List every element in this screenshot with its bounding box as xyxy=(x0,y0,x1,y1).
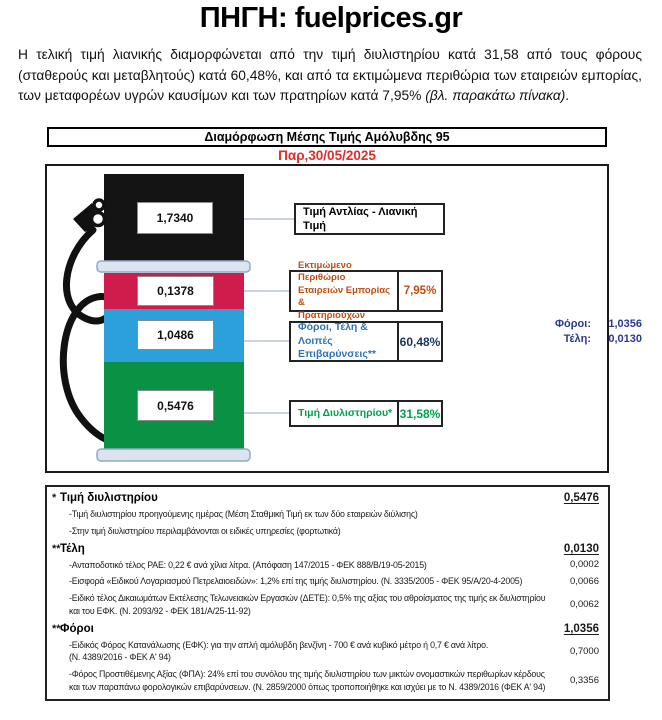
row-label: Τέλη xyxy=(60,542,85,555)
row-label: Τιμή διυλιστηρίου xyxy=(60,492,158,504)
label-retail-text: Τιμή Αντλίας - Λιανική Τιμή xyxy=(303,205,418,232)
pump-separator-bar xyxy=(97,261,250,272)
value-retail: 1,7340 xyxy=(137,202,213,234)
table-row xyxy=(47,540,608,557)
row-value: 0,7000 xyxy=(569,645,599,657)
label-taxes-pct: 60,48% xyxy=(397,323,441,360)
row-value: 0,3356 xyxy=(569,675,599,687)
table-row xyxy=(47,666,608,696)
pump-base-bar xyxy=(97,449,250,461)
row-label: -Φόρος Προστιθέμενης Αξίας (ΦΠΑ): 24% επί του συνόλου της τιμής διυλιστηρίου των μικτών ονομαστικών περιθωρίων κέρδους και των παραπάνω φορολογικών επιβαρύνσεων. (Ν. 2859/2000 όπως τροποποιήθηκε και ισχύει με το Ν. 4389/2016 (ΦΕΚ Α' 94) xyxy=(69,669,546,692)
row-label: -Στην τιμή διυλιστηρίου περιλαμβάνονται οι ειδικές υπηρεσίες (φορτωτικά) xyxy=(69,525,341,536)
row-value: 0,0066 xyxy=(569,576,599,588)
label-margin xyxy=(289,260,443,321)
table-row xyxy=(47,637,608,667)
value-refinery: 0,5476 xyxy=(137,390,214,421)
label-taxes-text: Φόροι, Τέλη & Λοιπές Επιβαρύνσεις** xyxy=(298,321,376,361)
table-row xyxy=(47,557,608,574)
pump-diagram xyxy=(45,164,642,473)
foroi-value: 1,0356 xyxy=(608,318,642,330)
label-margin-text: Εκτιμώμενο Περιθώριο Εταιρειών Εμπορίας & Πρατηριούχων xyxy=(298,260,391,321)
row-value: 0,5476 xyxy=(563,492,599,504)
teli-row xyxy=(502,333,642,345)
page-title: ΠΗΓΗ: fuelprices.gr xyxy=(199,2,463,34)
foroi-label: Φόροι: xyxy=(555,318,591,330)
row-label: -Ειδικό τέλος Δικαιωμάτων Εκτέλεσης Τελωνειακών Εργασιών (ΔΕΤΕ): 0,5% της αξίας του αθροίσματος της τιμής εκ διυλιστηρίου και του ΕΦΚ. (Ν. 2093/92 - ΦΕΚ 181/Α/25-11-92) xyxy=(69,593,546,616)
label-margin-pct: 7,95% xyxy=(397,272,441,310)
row-label: -Ειδικός Φόρος Κατανάλωσης (ΕΦΚ): για την απλή αμόλυβδη βενζίνη - 700 € ανά κυβικό μέτρο ή 0,7 € ανά λίτρο. (Ν. 4389/2016 - ΦΕΚ Α' 94) xyxy=(69,639,489,663)
taxes-fees-annotation xyxy=(502,318,642,348)
teli-label: Τέλη: xyxy=(563,333,591,345)
value-margin: 0,1378 xyxy=(137,276,214,306)
nozzle-ring-icon xyxy=(92,213,105,226)
chart-date: Παρ,30/05/2025 xyxy=(278,148,376,163)
row-value: 1,0356 xyxy=(563,622,599,635)
chart-title: Διαμόρφωση Μέσης Τιμής Αμόλυβδης 95 xyxy=(47,127,607,147)
row-label: -Εισφορά «Ειδικού Λογαριασμού Πετρελαιοειδών»: 1,2% επί της τιμής διυλιστηρίου. (Ν. 3335/2005 - ΦΕΚ 95/Α/20-4-2005) xyxy=(69,576,523,587)
row-value: 0,0002 xyxy=(569,559,599,571)
row-prefix: * xyxy=(52,492,57,504)
value-taxes: 1,0486 xyxy=(137,320,214,350)
teli-value: 0,0130 xyxy=(608,333,642,345)
nozzle-ring-icon xyxy=(94,200,104,210)
breakdown-table xyxy=(45,485,610,701)
intro-paragraph xyxy=(18,45,642,107)
table-row xyxy=(47,620,608,637)
row-label: -Τιμή διυλιστηρίου προηγούμενης ημέρας (Μέση Σταθμική Τιμή εκ των δύο εταιρειών διύλισης) xyxy=(69,509,418,519)
table-row xyxy=(47,573,608,590)
intro-text: Η τελική τιμή λιανικής διαμορφώνεται από την τιμή διυλιστηρίου κατά 31,58 από τους φόρους (σταθερούς και μεταβλητούς) κατά 60,48%, και από τα εκτιμώμενα περιθώρια των εταιρειών εμπορίας, των μεταφορέων υγρών καυσίμων και των πρατηρίων κατά 7,95% xyxy=(18,47,642,104)
label-refinery-text: Τιμή Διυλιστηρίου* xyxy=(298,406,393,419)
table-row xyxy=(47,506,608,523)
intro-period: . xyxy=(565,88,570,104)
label-retail-price xyxy=(294,203,445,235)
foroi-row xyxy=(502,318,642,330)
row-label: Φόροι xyxy=(60,622,94,635)
row-prefix: ** xyxy=(52,542,61,555)
label-refinery-pct: 31,58% xyxy=(397,402,441,425)
table-row xyxy=(47,590,608,620)
row-value: 0,0130 xyxy=(563,542,599,555)
table-row xyxy=(47,523,608,540)
label-taxes xyxy=(289,321,443,362)
row-value: 0,0062 xyxy=(569,599,599,611)
label-refinery xyxy=(289,400,443,427)
intro-note: (βλ. παρακάτω πίνακα) xyxy=(425,88,566,104)
table-row xyxy=(47,489,608,506)
row-label: -Ανταποδοτικό τέλος ΡΑΕ: 0,22 € ανά χίλια λίτρα. (Απόφαση 147/2015 - ΦΕΚ 888/Β/19-05-2015) xyxy=(69,559,427,570)
row-prefix: ** xyxy=(52,622,61,635)
